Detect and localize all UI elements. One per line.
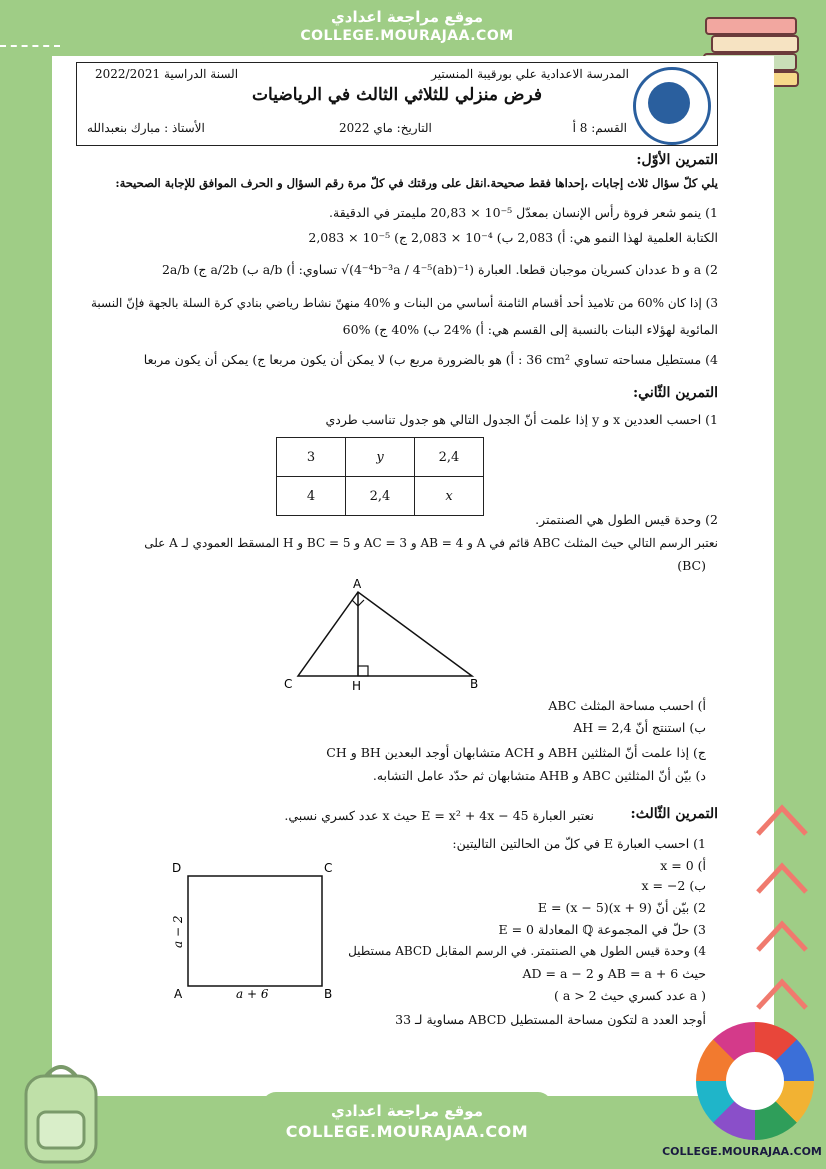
ex3-intro: نعتبر العبارة E = x² + 4x − 45 حيث x عدد كسري نسبي. (284, 808, 594, 823)
ex3-q3: 3) حلّ في المجموعة ℚ المعادلة E = 0 (498, 922, 706, 937)
ex1-q3-choices: المائوية لهؤلاء البنات بالنسبة إلى القسم هي: أ) %24 ب) %40 ج) %60 (342, 322, 718, 337)
table-cell: y (346, 438, 415, 477)
vertex-label-a: A (353, 577, 362, 591)
ex3-q1a: أ) x = 0 (660, 858, 706, 873)
ex2-q2: 2) وحدة قيس الطول هي الصنتمتر. (535, 512, 718, 527)
ex2-q1: 1) احسب العددين x و y إذا علمت أنّ الجدول التالي هو جدول تناسب طردي (325, 412, 718, 427)
ex3-q1b: ب) x = −2 (641, 878, 706, 893)
vertex-label-h: H (352, 679, 362, 693)
ex3-q4-dimensions: حيث AB = a + 6 و AD = a − 2 (522, 966, 706, 981)
chevron-up-icon (752, 964, 812, 1024)
ex2-q2-statement-end: (BC) (677, 558, 706, 573)
vertex-label-b: B (470, 677, 479, 691)
proportion-table (276, 437, 484, 516)
corner-site-label[interactable]: COLLEGE.MOURAJAA.COM (662, 1145, 822, 1158)
bottom-banner-url[interactable]: COLLEGE.MOURAJAA.COM (285, 1122, 529, 1141)
ex3-q4: 4) وحدة قيس الطول هي الصنتمتر. في الرسم المقابل ABCD مستطيل (348, 944, 706, 958)
teacher-label: الأستاذ : مبارك بنعبدالله (87, 121, 205, 135)
vertex-label-b: B (324, 987, 333, 1001)
ex2-title: التمرين الثّاني: (632, 385, 718, 401)
side-label-ad: a − 2 (171, 915, 185, 948)
ex1-intro: يلي كلّ سؤال ثلاث إجابات ،إحداها فقط صحيحة.انقل على ورقتك في كلّ مرة رقم السؤال و الحرف الموافق للإجابة الصحيحة: (115, 176, 718, 190)
ex1-q1-choices: الكتابة العلمية لهذا النمو هي: أ) ‎2,083‎ ب) ‎2,083 × 10⁻⁴‎ ج) ‎2,083 × 10⁻⁵‎ (308, 230, 718, 245)
table-cell: x (415, 477, 484, 516)
triangle-figure (280, 574, 490, 694)
rectangle-figure (160, 856, 350, 1006)
top-banner[interactable] (262, 0, 552, 56)
table-cell: 3 (277, 438, 346, 477)
ex3-q1: 1) احسب العبارة E في كلّ من الحالتين التاليتين: (452, 836, 706, 851)
date-label: التاريخ: ماي 2022 (339, 121, 432, 135)
ex1-q1: 1) ينمو شعر فروة رأس الإنسان بمعدّل ‎20,83 × 10⁻⁵‎ مليمتر في الدقيقة. (329, 205, 718, 220)
side-label-ab: a + 6 (236, 987, 269, 1001)
top-banner-arabic: موقع مراجعة اعدادي (331, 8, 483, 26)
subjects-wheel-icon (696, 1022, 814, 1140)
class-label: القسم: 8 أ (572, 121, 627, 135)
school-year: السنة الدراسية 2022/2021 (95, 67, 239, 81)
ex2-part-c: ج) إذا علمت أنّ المثلثين ABH و ACH متشابهان أوجد البعدين BH و CH (326, 745, 706, 760)
bottom-banner-arabic: موقع مراجعة اعدادي (331, 1102, 483, 1120)
table-cell: 2,4 (346, 477, 415, 516)
exam-title: فرض منزلي للثلاثي الثالث في الرياضيات (252, 85, 542, 105)
chevron-up-icon (752, 848, 812, 908)
table-cell: 2,4 (415, 438, 484, 477)
table-row (277, 477, 484, 516)
ex2-part-d: د) بيّن أنّ المثلثين ABC و AHB متشابهان ثم حدّد عامل التشابه. (372, 768, 706, 783)
decor-dash (0, 45, 60, 47)
ex3-q4-condition: ( a عدد كسري حيث a > 2 ) (553, 988, 706, 1003)
top-banner-url[interactable]: COLLEGE.MOURAJAA.COM (300, 28, 514, 44)
ex1-title: التمرين الأوّل: (636, 152, 718, 168)
ex3-q2: 2) بيّن أنّ E = (x − 5)(x + 9) (537, 900, 706, 915)
vertex-label-a: A (174, 987, 183, 1001)
vertex-label-d: D (172, 861, 182, 875)
ex2-part-a: أ) احسب مساحة المثلث ABC (548, 698, 706, 713)
ex3-title: التمرين الثّالث: (630, 806, 718, 822)
backpack-icon (16, 1056, 106, 1166)
school-name: المدرسة الاعدادية علي بورقيبة المنستير (431, 67, 629, 81)
vertex-label-c: C (284, 677, 293, 691)
school-logo-icon (633, 67, 711, 145)
ex1-q3: 3) إذا كان %60 من تلاميذ أحد أقسام الثامنة أساسي من البنات و %40 منهنّ نشاط رياضي بنادي كرة السلة بالجهة فإنّ النسبة (90, 296, 718, 310)
chevron-up-icon (752, 906, 812, 966)
ex2-q2-statement: نعتبر الرسم التالي حيث المثلث ABC قائم في A و AB = 4 و AC = 3 و BC = 5 و H المسقط العمودي لـ A على (144, 536, 718, 550)
table-row (277, 438, 484, 477)
ex3-q4-question: أوجد العدد a لتكون مساحة المستطيل ABCD مساوية لـ 33 (395, 1012, 706, 1027)
ex2-part-b: ب) استنتج أنّ AH = 2,4 (573, 720, 706, 735)
table-cell: 4 (277, 477, 346, 516)
exam-header (76, 62, 718, 146)
chevron-up-icon (752, 790, 812, 850)
ex1-q4: 4) مستطيل مساحته تساوي ‎36 cm²‎ : أ) هو بالضرورة مربع ب) لا يمكن أن يكون مربعا ج) يمكن أن يكون مربعا (143, 352, 718, 367)
vertex-label-c: C (324, 861, 333, 875)
bottom-banner[interactable] (262, 1092, 552, 1154)
ex1-q2: 2) a و b عددان كسريان موجبان قطعا. العبارة ‎√(4⁻⁴b⁻³a / 4⁻⁵(ab)⁻¹)‎ تساوي: أ) ‎a/b‎ ب) ‎a/2b‎ ج) ‎2a/b‎ (161, 262, 718, 277)
